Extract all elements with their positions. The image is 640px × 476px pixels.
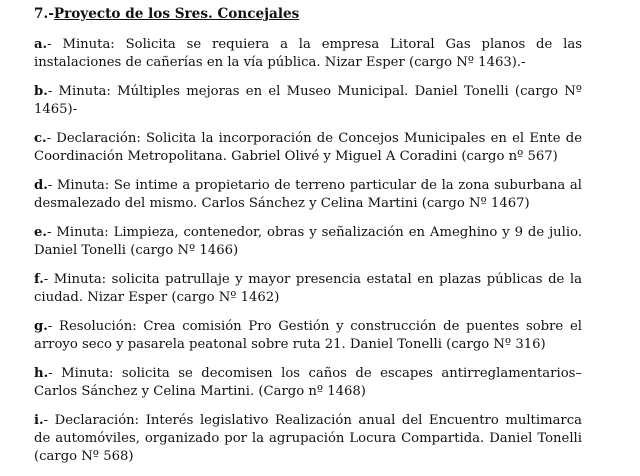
item-text: - Minuta: solicita patrullaje y mayor presencia estatal en plazas públicas de la ciudad. Nizar Esper (cargo Nº 1462) bbox=[34, 272, 582, 305]
item-text: - Minuta: Limpieza, contenedor, obras y señalización en Ameghino y 9 de julio. Daniel Tonelli (cargo Nº 1466) bbox=[34, 225, 582, 258]
item-text: - Resolución: Crea comisión Pro Gestión y construcción de puentes sobre el arroyo seco y pasarela peatonal sobre ruta 21. Daniel Tonelli (cargo Nº 316) bbox=[34, 319, 582, 352]
list-item bbox=[34, 365, 582, 401]
item-letter: e. bbox=[34, 225, 47, 240]
item-text: - Minuta: Se intime a propietario de terreno particular de la zona suburbana al desmalezado del mismo. Carlos Sánchez y Celina Martini (cargo Nº 1467) bbox=[34, 178, 582, 211]
document-page bbox=[34, 4, 582, 476]
item-letter: a. bbox=[34, 37, 48, 52]
item-letter: b. bbox=[34, 84, 48, 99]
list-item bbox=[34, 271, 582, 307]
item-text: - Minuta: Múltiples mejoras en el Museo Municipal. Daniel Tonelli (cargo Nº 1465)- bbox=[34, 84, 582, 117]
item-letter: i. bbox=[34, 413, 44, 428]
item-letter: g. bbox=[34, 319, 48, 334]
item-text: - Declaración: Solicita la incorporación de Concejos Municipales en el Ente de Coordinación Metropolitana. Gabriel Olivé y Miguel A Coradini (cargo nº 567) bbox=[34, 131, 582, 164]
item-text: - Declaración: Interés legislativo Realización anual del Encuentro multimarca de automóviles, organizado por la agrupación Locura Compartida. Daniel Tonelli (cargo Nº 568) bbox=[34, 413, 582, 464]
item-letter: c. bbox=[34, 131, 47, 146]
item-letter: d. bbox=[34, 178, 48, 193]
list-item bbox=[34, 412, 582, 466]
section-heading bbox=[34, 4, 582, 24]
section-title: Proyecto de los Sres. Concejales bbox=[53, 6, 300, 22]
item-letter: h. bbox=[34, 366, 49, 381]
item-text: - Minuta: solicita se decomisen los caños de escapes antirreglamentarios– Carlos Sánchez y Celina Martini. (Cargo nº 1468) bbox=[34, 366, 582, 399]
list-item bbox=[34, 130, 582, 166]
item-text: - Minuta: Solicita se requiera a la empresa Litoral Gas planos de las instalaciones de cañerías en la vía pública. Nizar Esper (cargo Nº 1463).- bbox=[34, 37, 582, 70]
list-item bbox=[34, 83, 582, 119]
list-item bbox=[34, 36, 582, 72]
list-item bbox=[34, 318, 582, 354]
item-letter: f. bbox=[34, 272, 44, 287]
list-item bbox=[34, 224, 582, 260]
section-number: 7.- bbox=[34, 6, 54, 22]
list-item bbox=[34, 177, 582, 213]
